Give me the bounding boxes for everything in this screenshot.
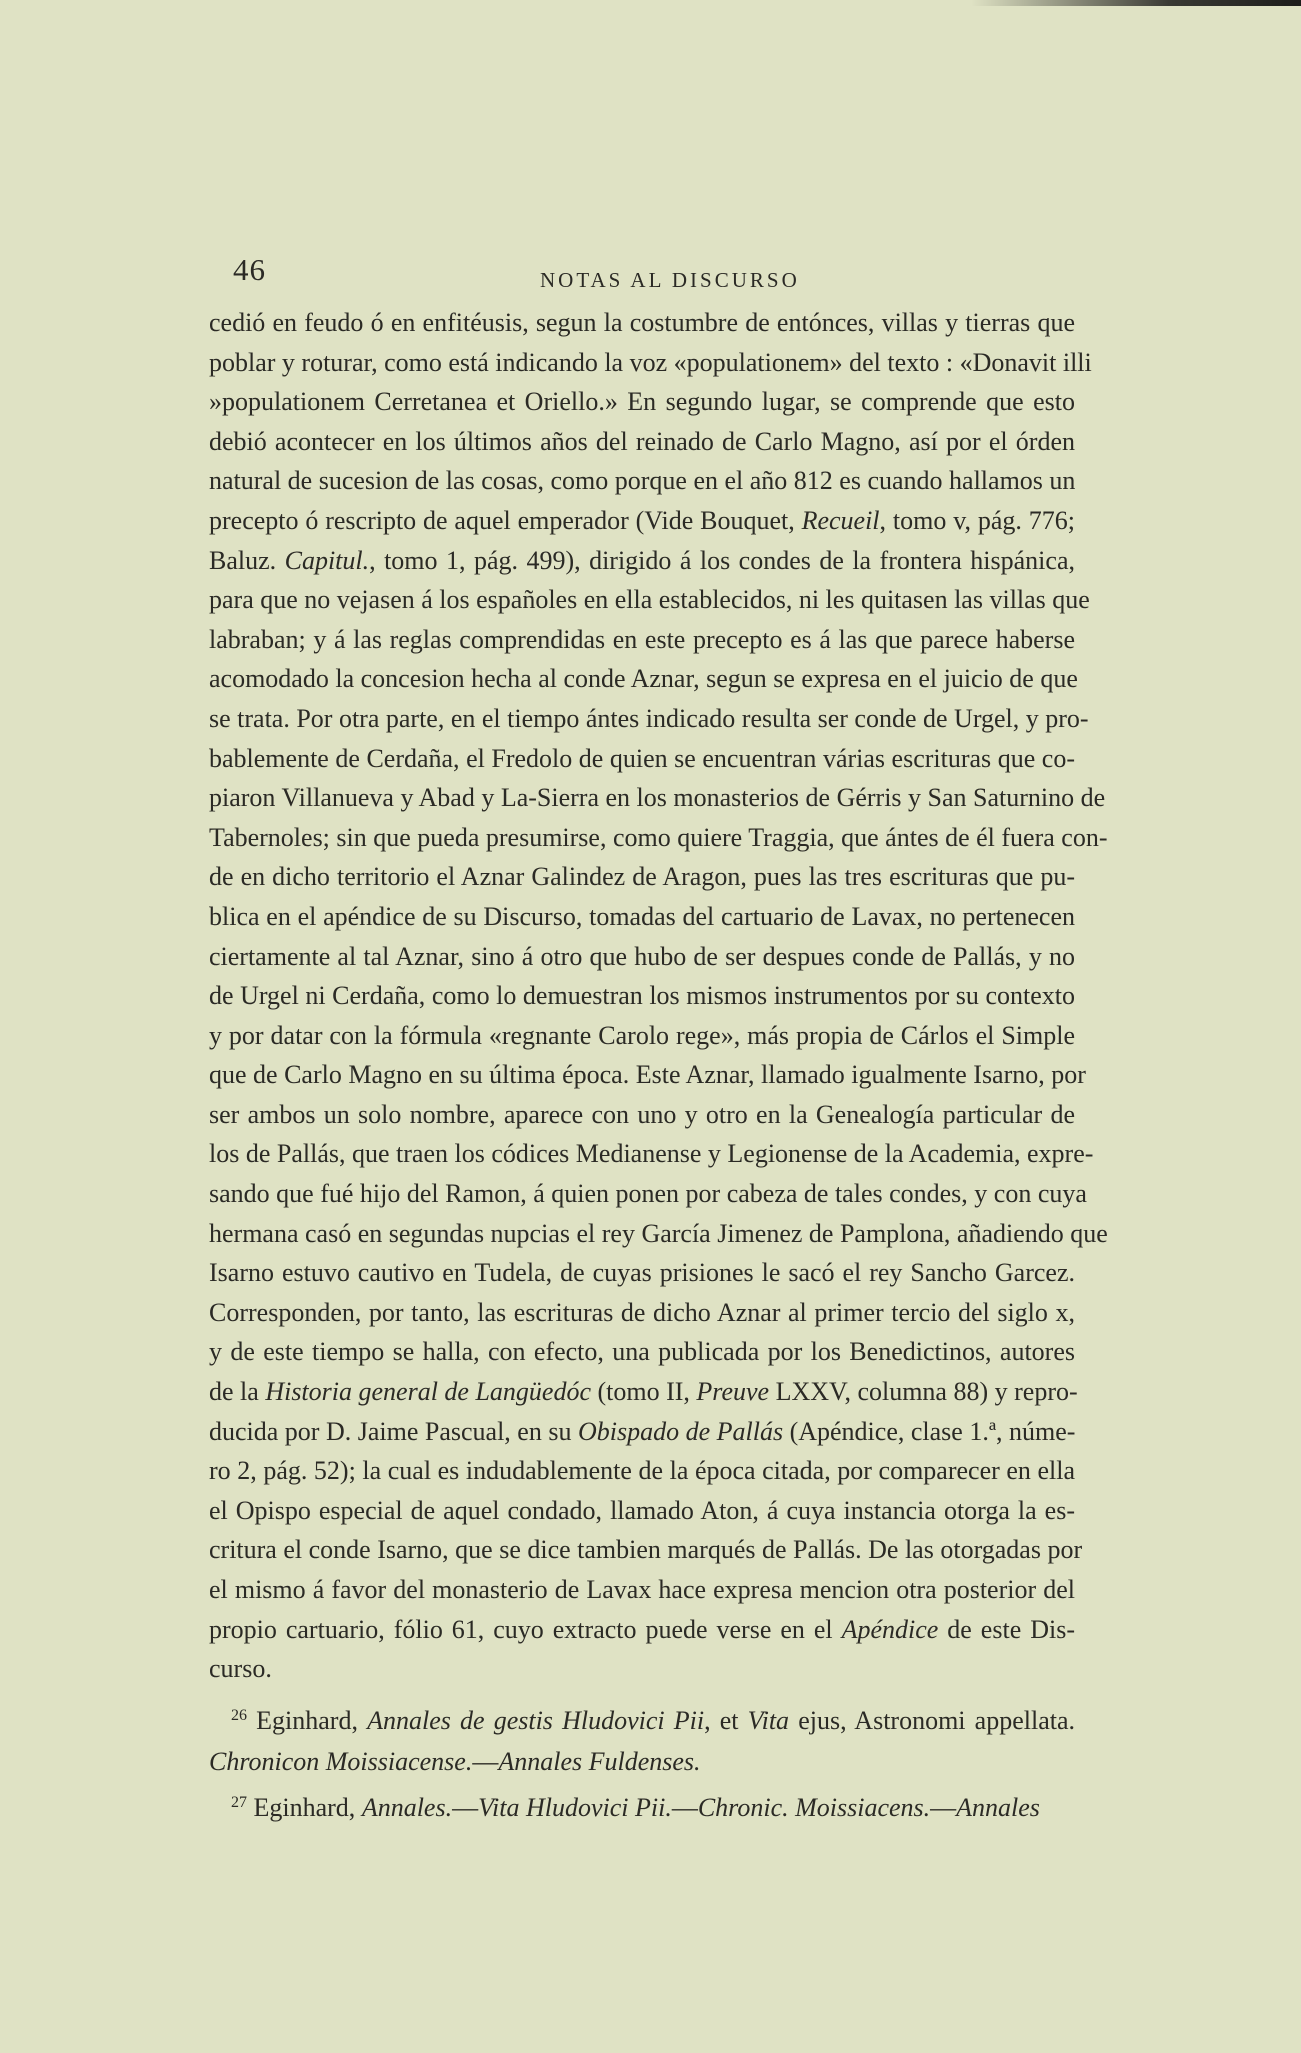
running-head: NOTAS AL DISCURSO <box>540 268 800 292</box>
body-line: piaron Villanueva y Abad y La-Sierra en los monasterios de Gérris y San Saturnino de <box>209 783 1106 813</box>
body-line: hermana casó en segundas nupcias el rey García Jimenez de Pamplona, añadiendo que <box>209 1218 1108 1248</box>
body-line: Isarno estuvo cautivo en Tudela, de cuyas prisiones le sacó el rey Sancho Garcez. <box>209 1258 1075 1288</box>
body-line: el Opispo especial de aquel condado, llamado Aton, á cuya instancia otorga la es- <box>209 1495 1075 1525</box>
body-line: se trata. Por otra parte, en el tiempo ántes indicado resulta ser conde de Urgel, y pro- <box>209 703 1089 733</box>
body-line: sando que fué hijo del Ramon, á quien ponen por cabeza de tales condes, y con cuya <box>209 1179 1087 1209</box>
body-line: Tabernoles; sin que pueda presumirse, como quiere Traggia, que ántes de él fuera con- <box>209 822 1108 852</box>
footnote-line: Eginhard, Annales.—Vita Hludovici Pii.—Chronic. Moissiacens.—Annales <box>253 1792 1040 1822</box>
footnote-line: Eginhard, Annales de gestis Hludovici Pii, et Vita ejus, Astronomi appellata. <box>256 1705 1076 1735</box>
body-line: propio cartuario, fólio 61, cuyo extracto puede verse en el Apéndice de este Dis- <box>209 1614 1075 1644</box>
page-number: 46 <box>233 252 266 287</box>
body-line: blica en el apéndice de su Discurso, tomadas del cartuario de Lavax, no pertenecen <box>209 901 1075 931</box>
body-line: para que no vejasen á los españoles en ella establecidos, ni les quitasen las villas que <box>209 585 1090 615</box>
body-line: labraban; y á las reglas comprendidas en este precepto es á las que parece haberse <box>209 624 1075 654</box>
body-line: cedió en feudo ó en enfitéusis, segun la costumbre de entónces, villas y tierras que <box>209 308 1075 337</box>
body-line: acomodado la concesion hecha al conde Aznar, segun se expresa en el juicio de que <box>209 664 1078 694</box>
footnote-number: 26 <box>231 1706 247 1724</box>
body-line: bablemente de Cerdaña, el Fredolo de quien se encuentran várias escrituras que co- <box>209 743 1075 773</box>
footnote-line: Chronicon Moissiacense.—Annales Fuldenses. <box>209 1746 701 1776</box>
body-line: debió acontecer en los últimos años del reinado de Carlo Magno, así por el órden <box>209 426 1075 456</box>
body-line: critura el conde Isarno, que se dice tambien marqués de Pallás. De las otorgadas por <box>209 1535 1083 1565</box>
footnote-27 <box>209 1782 1075 1828</box>
body-line: ser ambos un solo nombre, aparece con uno y otro en la Genealogía particular de <box>209 1099 1075 1129</box>
body-line: el mismo á favor del monasterio de Lavax hace expresa mencion otra posterior del <box>209 1575 1075 1604</box>
body-line: y por datar con la fórmula «regnante Carolo rege», más propia de Cárlos el Simple <box>209 1020 1075 1050</box>
footnote-26 <box>209 1695 1075 1741</box>
body-line: curso. <box>209 1654 272 1684</box>
body-line: de la Historia general de Langüedóc (tomo II, Preuve LXXV, columna 88) y repro- <box>209 1377 1078 1407</box>
body-line: natural de sucesion de las cosas, como porque en el año 812 es cuando hallamos un <box>209 466 1076 496</box>
body-line: que de Carlo Magno en su última época. Este Aznar, llamado igualmente Isarno, por <box>209 1060 1086 1090</box>
body-line: poblar y roturar, como está indicando la voz «populationem» del texto : «Donavit illi <box>209 347 1092 377</box>
body-line: Corresponden, por tanto, las escrituras de dicho Aznar al primer tercio del siglo x, <box>209 1297 1075 1327</box>
body-line: los de Pallás, que traen los códices Medianense y Legionense de la Academia, expre- <box>209 1139 1094 1169</box>
body-line: »populationem Cerretanea et Oriello.» En segundo lugar, se comprende que esto <box>209 387 1075 417</box>
footnotes <box>209 1695 1075 1828</box>
body-line: y de este tiempo se halla, con efecto, una publicada por los Benedictinos, autores <box>209 1337 1075 1367</box>
body-line: Baluz. Capitul., tomo 1, pág. 499), dirigido á los condes de la frontera hispánica, <box>209 545 1075 575</box>
body-text <box>209 303 1108 1828</box>
body-line: ciertamente al tal Aznar, sino á otro que hubo de ser despues conde de Pallás, y no <box>209 941 1075 971</box>
body-line: ro 2, pág. 52); la cual es indudablemente de la época citada, por comparecer en ella <box>209 1456 1075 1486</box>
body-line: de en dicho territorio el Aznar Galindez de Aragon, pues las tres escrituras que pu- <box>209 862 1075 892</box>
body-line: precepto ó rescripto de aquel emperador (Vide Bouquet, Recueil, tomo v, pág. 776; <box>209 505 1075 535</box>
body-line: ducida por D. Jaime Pascual, en su Obispado de Pallás (Apéndice, clase 1.ª, núme- <box>209 1416 1076 1446</box>
body-line: de Urgel ni Cerdaña, como lo demuestran los mismos instrumentos por su contexto <box>209 981 1075 1011</box>
footnote-number: 27 <box>231 1793 247 1811</box>
